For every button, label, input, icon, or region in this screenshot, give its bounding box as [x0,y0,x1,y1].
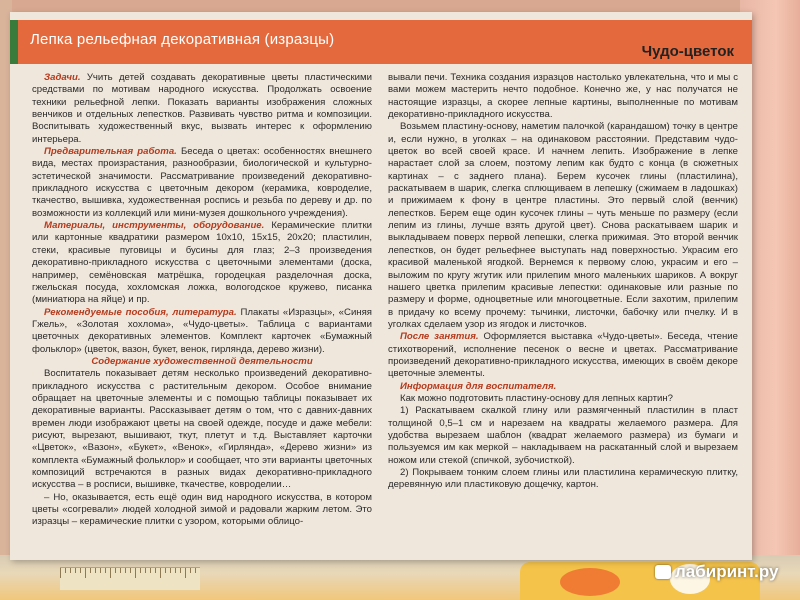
ruler-tick [165,568,166,573]
goals-heading: Задачи. [44,72,81,83]
content-heading: Содержание художественной деятельности [91,355,313,367]
ruler-tick [145,568,146,573]
ruler-tick [80,568,81,573]
ruler-tick [110,568,111,578]
ruler-tick [85,568,86,578]
info-item-2: 2) Покрываем тонким слоем глины или пластилина керамическую плитку, деревянную или пластиковую дощечку, картон. [388,467,738,491]
ruler-tick [125,568,126,573]
goals-paragraph [32,72,372,146]
ruler-tick [135,568,136,578]
literature-paragraph [32,307,372,356]
ruler-tick [170,568,171,573]
cartoon-shape [560,568,620,596]
goals-text: Учить детей создавать декоративные цветы пластическими средствами по мотивам народного искусства. Продолжать освоение техники рельефной лепки. Показать варианты изображения сложных венчиков и отдельных лепестков. Развивать чувство ритма и композиции. Воспитывать художественный вкус, вызвать интерес к оформлению интерьера. [32,72,372,145]
left-column [32,72,372,529]
ruler-tick [150,568,151,573]
literature-heading: Рекомендуемые пособия, литература. [44,306,237,318]
ruler-tick [70,568,71,573]
ruler-tick [65,568,66,573]
right-paragraph-1: вывали печи. Техника создания изразцов настолько увлекательна, что и мы с вами можем мастерить нечто подобное. Конечно же, у нас получатся не настоящие изразцы, а скорее лепные картины, выполненные по мотивам декоративно-прикладного искусства. [388,72,738,121]
ruler-image [60,567,200,590]
ruler-tick [180,568,181,573]
info-heading: Информация для воспитателя. [400,380,557,392]
prep-heading: Предварительная работа. [44,146,177,158]
watermark [655,562,778,582]
after-text: Оформляется выставка «Чудо-цветы». Беседа, чтение стихотворений, исполнение песенок о весне и цветах. Рассматривание произведений декоративно-прикладного искусства, имеющих в своём декоре цветочные элементы. [388,331,738,380]
after-paragraph [388,331,738,380]
ruler-tick [155,568,156,573]
page-title: Лепка рельефная декоративная (изразцы) [30,31,335,48]
ruler-tick [175,568,176,573]
ruler-tick [195,568,196,573]
watermark-text: лабиринт.ру [675,562,779,581]
ruler-tick [100,568,101,573]
ruler-tick [120,568,121,573]
page-tab [10,20,18,64]
section-title: Чудо-цветок [641,43,734,60]
header-band [10,20,752,64]
ruler-tick [160,568,161,578]
right-paragraph-2: Возьмем пластину-основу, наметим палочкой (карандашом) точку в центре и, если нужно, в уголках – на одинаковом расстоянии. Представим чудо-цветок во всей своей красе. И начнем лепить. Изображение в лепке нарастает слой за слоем, поэтому лепим как будто с конца (в сюжетных картинах – с заднего плана). Берем кусочек глины (пластилина), раскатываем в шарик, слегка сплющиваем в лепешку (сжимаем в ладошках) и прижимаем к фону в центре пластины. Это первый слой (венчик) лепестков. Берем еще один кусочек глины – чуть меньше по размеру (если лепим из глины, лучше взять другой цвет). Снова раскатываем шарик и выкладываем поверх первой лепешки, слегка прижимая. Это второй венчик лепестков, он будет рельефнее выступать над поверхностью. Украсим его красивой маленькой ягодкой. Вернемся к первому слою, украсим и его – выложим по кругу жгутик или прилепим много маленьких шариков. А вокруг нашего цветка прилепим красивые лепестки: одинаковые или разные по размеру и форме, одноцветные или многоцветные. Если захотим, прилепим в придачу ко всему прочему: тычинки, листочки, бабочку или пчелку. И в уголках сделаем узор из ягодок и листочков. [388,121,738,330]
info-question: Как можно подготовить пластину-основу для лепных картин? [400,392,673,404]
prep-paragraph [32,146,372,220]
ruler-tick [95,568,96,573]
prep-text: Беседа о цветах: особенностях внешнего вида, местах произрастания, разнообразии, биологической и культурно-эстетической значимости. Рассматривание произведений декоративно-прикладного искусства с цветочным декором (керамика, ковроделие, ткачество, вышивка, художественная роспись и резьба по дереву и др. по возможности из коллекций или мини-музея дошкольного учреждения). [32,146,372,219]
materials-paragraph [32,220,372,306]
ruler-tick [190,568,191,573]
literature-text: Плакаты «Изразцы», «Синяя Гжель», «Золотая хохлома», «Чудо-цветы». Таблица с вариантами цветочных декоративных элементов. Комплект карточек «Бумажный фольклор» (цветок, вазон, букет, венок, гирлянда, дерево жизни). [32,306,372,355]
materials-heading: Материалы, инструменты, оборудование. [44,220,265,232]
ruler-tick [60,568,61,578]
ruler-tick [105,568,106,573]
content-paragraph-2: – Но, оказывается, есть ещё один вид народного искусства, в котором цветы «согревали» людей холодной зимой и радовали жарким летом. Это изразцы – керамические плитки с узором, которыми облицо- [32,491,372,528]
materials-text: Керамические плитки или картонные квадратики размером 10х10, 15х15, 20х20; пластилин, стеки, красивые пуговицы и бусины для глаз; 2–3 произведения декоративно-прикладного искусства с цветочными элементами (доска, например, семёновская матрёшка, городецкая разделочная доска, гжельская посуда, хохломская ложка, вологодское кружево, писанка (миниатюра на яйце) и пр. [32,220,372,306]
ruler-tick [115,568,116,573]
ruler-tick [185,568,186,578]
ruler-tick [90,568,91,573]
ruler-tick [140,568,141,573]
ruler-tick [130,568,131,573]
content-paragraph-1: Воспитатель показывает детям несколько произведений декоративно-прикладного искусства с растительным декором. Особое внимание обращает на цветочные элементы и с помощью таблицы показывает их декоративные варианты. Рассказывает детям о том, что с давних-давних времен люди изображают цветы на своей одежде, посуде и даже мебели: рисуют, вырезают, вышивают, ткут, плетут и т.д. Выставляет карточки «Цветок», «Вазон», «Букет», «Венок», «Гирлянда», «Дерево жизни» из комплекта «Бумажный фольклор» и сообщает, что эти варианты цветочных композиций встречаются в разных видах декоративно-прикладного искусства – в росписи, вышивке, ткачестве, ковроделии… [32,368,372,491]
after-heading: После занятия. [400,331,479,343]
watermark-logo-icon [655,565,671,579]
info-item-1: 1) Раскатываем скалкой глину или размягченный пластилин в пласт толщиной 0,5–1 см и нарезаем на квадраты желаемого размера. Для удобства вырезаем шаблон (квадрат желаемого размера) из бумаги и пользуемся им как меркой – накладываем на раскатанный слой и вырезаем ножом или стекой (спичкой, зубочисткой). [388,405,738,466]
book-page [10,12,752,560]
right-column [388,72,738,492]
ruler-tick [75,568,76,573]
